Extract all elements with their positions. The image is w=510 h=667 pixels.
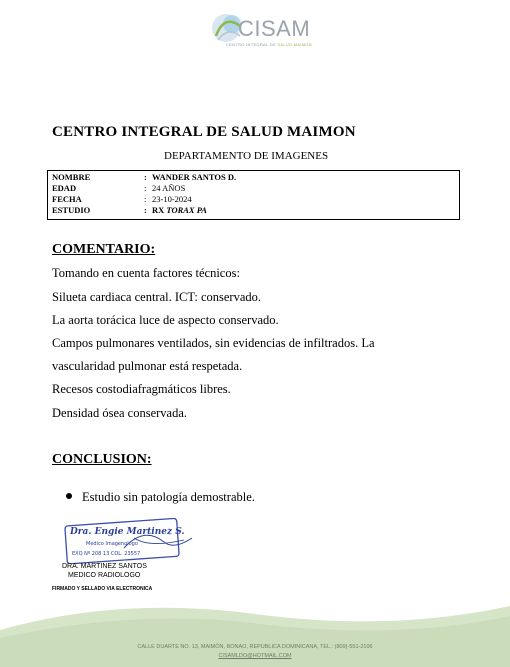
comment-line: Densidad ósea conservada. [52, 406, 188, 420]
comment-heading: COMENTARIO: [52, 242, 156, 257]
comment-line: Recesos costodiafragmáticos libres. [52, 382, 231, 396]
field-separator: : [144, 205, 147, 215]
signature-note: FIRMADO Y SELLADO VIA ELECTRONICA [52, 586, 153, 592]
logo-name: CISAM [238, 16, 311, 41]
field-separator: : [144, 172, 147, 182]
signature-stamp [64, 518, 198, 564]
field-label: EDAD [52, 183, 77, 193]
field-separator: : [144, 194, 147, 204]
patient-name-value: WANDER SANTOS D. [152, 172, 237, 182]
field-label: FECHA [52, 194, 82, 204]
comment-line: Tomando en cuenta factores técnicos: [52, 266, 240, 280]
study-date-value: 23-10-2024 [152, 194, 192, 204]
field-label: ESTUDIO [52, 205, 91, 215]
footer-address: CALLE DUARTE NO. 13, MAIMÓN, BONAO, REPUBLICA DOMINICANA, TEL.: (809)-551-2106 [137, 644, 373, 650]
svg-text:Dra. Engie Martinez S.: Dra. Engie Martinez S. [70, 527, 185, 537]
field-separator: : [144, 183, 147, 193]
signer-title: MEDICO RADIOLOGO [68, 572, 141, 579]
comment-line: Silueta cardiaca central. ICT: conservado. [52, 290, 262, 304]
document-title: CENTRO INTEGRAL DE SALUD MAIMON [52, 124, 356, 140]
svg-text:Medico Imagenologo: Medico Imagenologo [86, 541, 138, 547]
patient-info-box [47, 170, 460, 220]
footer-email-link[interactable]: CISAMLDO@HOTMAIL.COM [218, 653, 292, 659]
comment-line: vascularidad pulmonar está respetada. [52, 359, 243, 373]
svg-text:EXQ Nº 208 13 COL. 23557: EXQ Nº 208 13 COL. 23557 [72, 551, 141, 557]
conclusion-heading: CONCLUSION: [52, 452, 152, 467]
logo-subtitle: CENTRO INTEGRAL DE SALUD MAIMON [226, 42, 312, 47]
study-type-value: RX TORAX PA [152, 205, 207, 215]
patient-age-value: 24 AÑOS [152, 183, 186, 193]
bullet-icon [66, 493, 72, 499]
conclusion-item: Estudio sin patología demostrable. [82, 490, 255, 504]
department-title: DEPARTAMENTO DE IMAGENES [164, 150, 329, 162]
comment-line: Campos pulmonares ventilados, sin evidencias de infiltrados. La [52, 336, 375, 350]
field-label: NOMBRE [52, 172, 91, 182]
comment-line: La aorta torácica luce de aspecto conservado. [52, 313, 279, 327]
signer-name: DRA. MARTINEZ SANTOS [62, 563, 147, 570]
